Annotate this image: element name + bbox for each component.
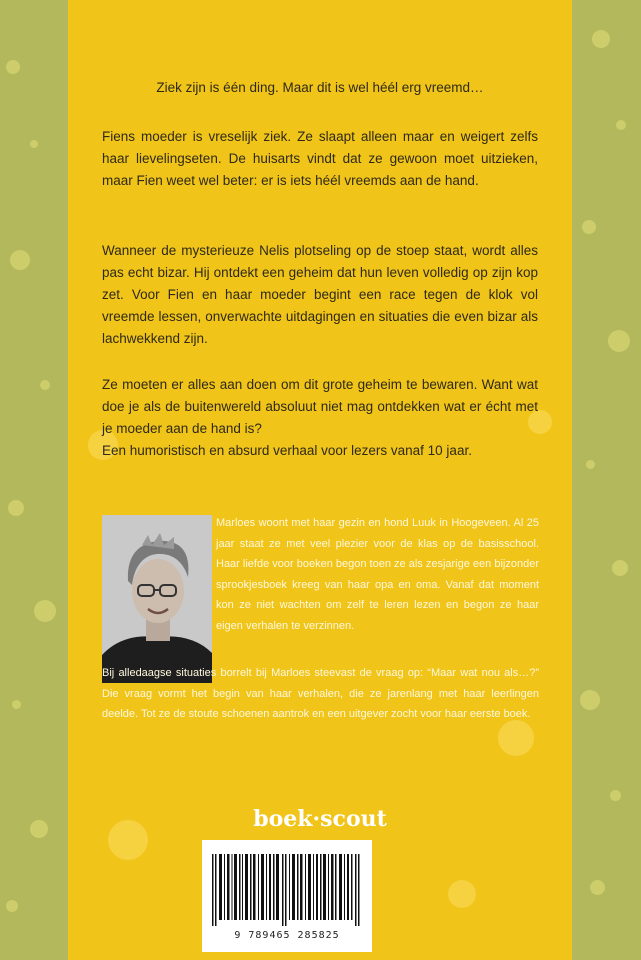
publisher-logo-part1: boek [253,806,313,832]
publisher-logo-separator: · [312,806,321,832]
right-side-strip [572,0,641,960]
back-cover-panel [68,0,572,960]
left-side-strip [0,0,68,960]
blurb-paragraph-1: Fiens moeder is vreselijk ziek. Ze slaapt alleen maar en weigert zelfs haar lievelingseten. De huisarts vindt dat ze gewoon moet uitzieken, maar Fien weet wel beter: er is iets héél vreemds aan de hand. [102,129,538,188]
blurb-paragraph-2: Wanneer de mysterieuze Nelis plotseling op de stoep staat, wordt alles pas echt bizar. Hij ontdekt een geheim dat hun leven volledig op zijn kop zet. Voor Fien en haar moeder begint een race tegen de klok vol vreemde lessen, onverwachte uitdagingen en situaties die even bizar als lachwekkend zijn. [102,243,538,346]
publisher-logo-part2: scout [320,806,387,832]
blurb-paragraph-3: Ze moeten er alles aan doen om dit grote geheim te bewaren. Want wat doe je als de buitenwereld absoluut niet mag ontdekken wat er écht met je moeder aan de hand is? [102,377,538,436]
blurb-paragraph-4: Een humoristisch en absurd verhaal voor lezers vanaf 10 jaar. [102,443,472,458]
isbn-barcode [202,840,372,952]
author-portrait-icon [102,515,212,683]
barcode-bars-icon [212,854,362,926]
author-bio-1: Marloes woont met haar gezin en hond Luuk in Hoogeveen. Al 25 jaar staat ze met veel plezier voor de klas op de basisschool. Haar liefde voor boeken begon toen ze als zesjarige een bijzonder sprookjesboek kreeg van haar opa en oma. Vanaf dat moment kon ze niet wachten om zelf te leren lezen en begon ze haar eigen verhalen te verzinnen. [216,517,539,632]
isbn-digits: 9 789465 285825 [234,930,340,941]
publisher-logo [68,806,572,832]
author-bio-2: Bij alledaagse situaties borrelt bij Marloes steevast de vraag op: “Maar wat nou als…?” Die vraag vormt het begin van haar verhalen, die ze jarenlang met haar leerlingen deelde. Tot ze de stoute schoenen aantrok en een uitgever zocht voor haar eerste boek. [102,667,539,721]
tagline: Ziek zijn is één ding. Maar dit is wel héél erg vreemd… [156,80,484,95]
